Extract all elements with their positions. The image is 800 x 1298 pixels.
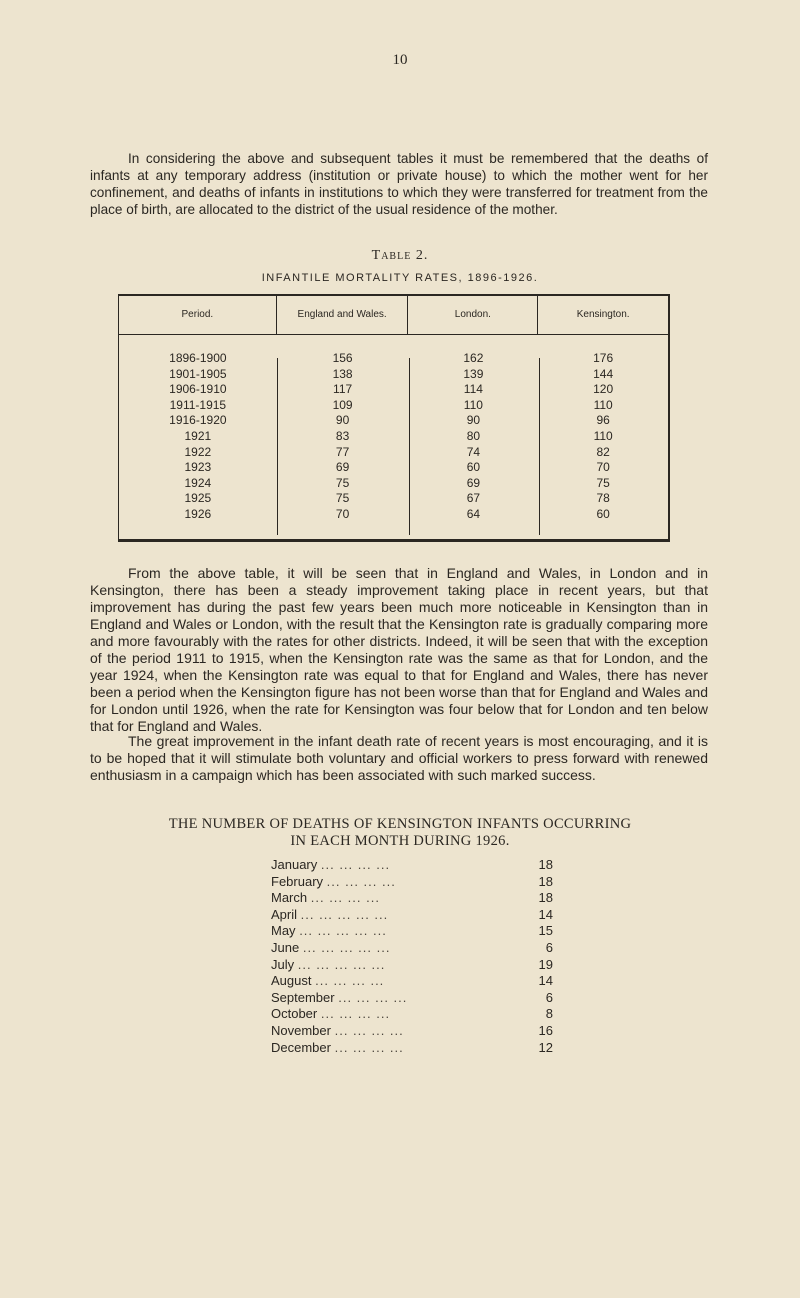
- month-label-wrap: [271, 857, 471, 874]
- month-death-count: 16: [538, 1022, 553, 1038]
- table-row: [119, 398, 668, 414]
- leader-dots: ... ... ... ... ...: [297, 956, 386, 972]
- month-death-count: 18: [538, 890, 553, 906]
- cell-england-wales: 75: [335, 491, 350, 506]
- cell-kensington: 120: [593, 382, 614, 397]
- cell-england-wales: 156: [332, 351, 353, 365]
- cell-england-wales: 75: [335, 475, 350, 490]
- cell-period: 1922: [184, 444, 212, 459]
- table-header: [119, 296, 668, 335]
- month-name: July: [271, 956, 295, 972]
- conclusion-paragraph: The great improvement in the infant death rate of recent years is most encouraging, and it is to be hoped that it will stimulate both voluntary and official workers to press forward with renewed enthusiasm in a campaign which has been associated with such marked success.: [90, 733, 708, 783]
- table-row: [119, 367, 668, 383]
- leader-dots: ... ... ... ...: [320, 1006, 391, 1022]
- list-item: [271, 1023, 557, 1040]
- table-row: [119, 476, 668, 492]
- monthly-deaths-list: [271, 857, 557, 1056]
- list-item: [271, 857, 557, 874]
- cell-period: 1916-1920: [169, 413, 227, 428]
- cell-london: 64: [466, 506, 481, 521]
- list-item: [271, 1040, 557, 1057]
- monthly-deaths-title-line-1: THE NUMBER OF DEATHS OF KENSINGTON INFANTS OCCURRING: [168, 816, 632, 832]
- list-item: [271, 957, 557, 974]
- cell-kensington: 96: [596, 413, 610, 428]
- cell-london: 110: [463, 397, 483, 412]
- analysis-paragraph: From the above table, it will be seen that in England and Wales, in London and in Kensington, there has been a steady improvement taking place in recent years, but that improvement has during the past few years been much more noticeable in Kensington than in England and Wales or London, with the result that the Kensington rate is gradually comparing more and more favourably with the rates for other districts. Indeed, it will be seen that with the exception of the period 1911 to 1915, when the Kensington rate was the same as that for London, and the year 1924, when the Kensington rate was equal to that for England and Wales, there has never been a period when the Kensington figure has not been worse than that for England and Wales and for London until 1926, when the rate for Kensington was four below that for London and ten below that for England and Wales.: [90, 565, 708, 734]
- cell-london: 60: [466, 460, 481, 475]
- leader-dots: ... ... ... ...: [334, 1022, 404, 1038]
- header-kensington: Kensington.: [576, 309, 630, 320]
- table-subtitle: INFANTILE MORTALITY RATES, 1896-1926.: [261, 272, 539, 284]
- cell-london: 90: [466, 413, 481, 428]
- cell-kensington: 110: [593, 428, 613, 443]
- cell-kensington: 60: [596, 506, 610, 521]
- month-name: May: [271, 923, 296, 939]
- month-label-wrap: [271, 907, 471, 924]
- cell-england-wales: 138: [332, 366, 353, 381]
- month-death-count: 15: [538, 923, 553, 939]
- list-item: [271, 907, 557, 924]
- month-death-count: 18: [538, 873, 553, 889]
- header-london: London.: [408, 296, 538, 334]
- leader-dots: ... ... ... ...: [320, 857, 391, 872]
- month-death-count: 14: [538, 973, 553, 989]
- cell-london: 80: [466, 428, 481, 443]
- header-england-wales: England and Wales.: [277, 296, 409, 334]
- table-row: [119, 351, 668, 367]
- leader-dots: ... ... ... ...: [338, 989, 408, 1005]
- table-row: [119, 413, 668, 429]
- leader-dots: ... ... ... ...: [326, 873, 396, 889]
- table-row: [119, 460, 668, 476]
- month-name: April: [271, 906, 298, 922]
- month-name: January: [271, 857, 318, 872]
- cell-london: 162: [463, 351, 484, 365]
- cell-kensington: 110: [593, 397, 613, 412]
- leader-dots: ... ... ... ... ...: [299, 923, 387, 939]
- cell-london: 74: [466, 444, 481, 459]
- intro-paragraph: In considering the above and subsequent tables it must be remembered that the deaths of infants at any temporary address (institution or private house) to which the mother went for her confinement, and deaths of infants in institutions to which they were transferred for treatment from the place of birth, are allocated to the district of the usual residence of the mother.: [90, 151, 708, 217]
- month-label-wrap: [271, 1040, 471, 1057]
- cell-england-wales: 117: [333, 382, 353, 397]
- month-name: October: [271, 1006, 318, 1022]
- month-label-wrap: [271, 973, 471, 990]
- list-item: [271, 973, 557, 990]
- cell-kensington: 144: [593, 366, 614, 381]
- cell-london: 69: [466, 475, 481, 490]
- leader-dots: ... ... ... ...: [310, 890, 380, 906]
- month-label-wrap: [271, 940, 471, 957]
- cell-period: 1924: [184, 475, 212, 490]
- month-death-count: 6: [545, 989, 553, 1005]
- list-item: [271, 874, 557, 891]
- cell-kensington: 176: [593, 351, 614, 365]
- month-name: November: [271, 1022, 331, 1038]
- table-caption: Table 2.: [371, 248, 429, 263]
- cell-england-wales: 77: [335, 444, 350, 459]
- cell-england-wales: 70: [335, 506, 350, 521]
- leader-dots: ... ... ... ...: [315, 973, 385, 989]
- cell-period: 1923: [184, 460, 212, 475]
- month-label-wrap: [271, 890, 471, 907]
- month-name: June: [271, 939, 300, 955]
- list-item: [271, 923, 557, 940]
- month-name: February: [271, 873, 324, 889]
- month-death-count: 18: [538, 857, 553, 872]
- table-row: [119, 507, 668, 523]
- month-label-wrap: [271, 1023, 471, 1040]
- header-period: Period.: [119, 296, 277, 334]
- cell-kensington: 70: [596, 460, 610, 475]
- month-name: September: [271, 989, 335, 1005]
- cell-period: 1911-1915: [169, 397, 227, 412]
- month-name: August: [271, 973, 312, 989]
- month-death-count: 14: [538, 906, 553, 922]
- cell-period: 1925: [184, 491, 212, 506]
- cell-england-wales: 90: [335, 413, 350, 428]
- mortality-table: [118, 294, 670, 542]
- leader-dots: ... ... ... ...: [334, 1039, 404, 1055]
- cell-england-wales: 83: [335, 428, 350, 443]
- cell-london: 139: [463, 366, 484, 381]
- month-label-wrap: [271, 874, 471, 891]
- month-name: March: [271, 890, 308, 906]
- month-death-count: 12: [538, 1039, 553, 1055]
- leader-dots: ... ... ... ... ...: [302, 939, 391, 955]
- month-label-wrap: [271, 990, 471, 1007]
- page-number: 10: [392, 52, 408, 68]
- cell-england-wales: 109: [332, 397, 353, 412]
- cell-period: 1901-1905: [169, 366, 227, 381]
- cell-kensington: 75: [596, 475, 610, 490]
- table-row: [119, 429, 668, 445]
- table-row: [119, 382, 668, 398]
- cell-period: 1926: [184, 506, 212, 521]
- table-body: [119, 335, 668, 523]
- month-label-wrap: [271, 923, 471, 940]
- cell-kensington: 78: [596, 491, 610, 506]
- cell-kensington: 82: [596, 444, 610, 459]
- list-item: [271, 990, 557, 1007]
- cell-period: 1906-1910: [169, 382, 227, 397]
- cell-period: 1896-1900: [169, 351, 227, 365]
- list-item: [271, 940, 557, 957]
- table-row: [119, 491, 668, 507]
- cell-period: 1921: [184, 428, 212, 443]
- month-death-count: 8: [545, 1006, 553, 1022]
- month-label-wrap: [271, 1006, 471, 1023]
- cell-london: 114: [463, 382, 483, 397]
- leader-dots: ... ... ... ... ...: [300, 906, 389, 922]
- monthly-deaths-title-line-2: IN EACH MONTH DURING 1926.: [290, 833, 510, 849]
- month-label-wrap: [271, 957, 471, 974]
- monthly-deaths-title: [90, 816, 710, 850]
- cell-england-wales: 69: [335, 460, 350, 475]
- month-death-count: 6: [545, 939, 553, 955]
- cell-london: 67: [466, 491, 481, 506]
- table-row: [119, 445, 668, 461]
- month-death-count: 19: [538, 956, 553, 972]
- list-item: [271, 890, 557, 907]
- month-name: December: [271, 1039, 331, 1055]
- list-item: [271, 1006, 557, 1023]
